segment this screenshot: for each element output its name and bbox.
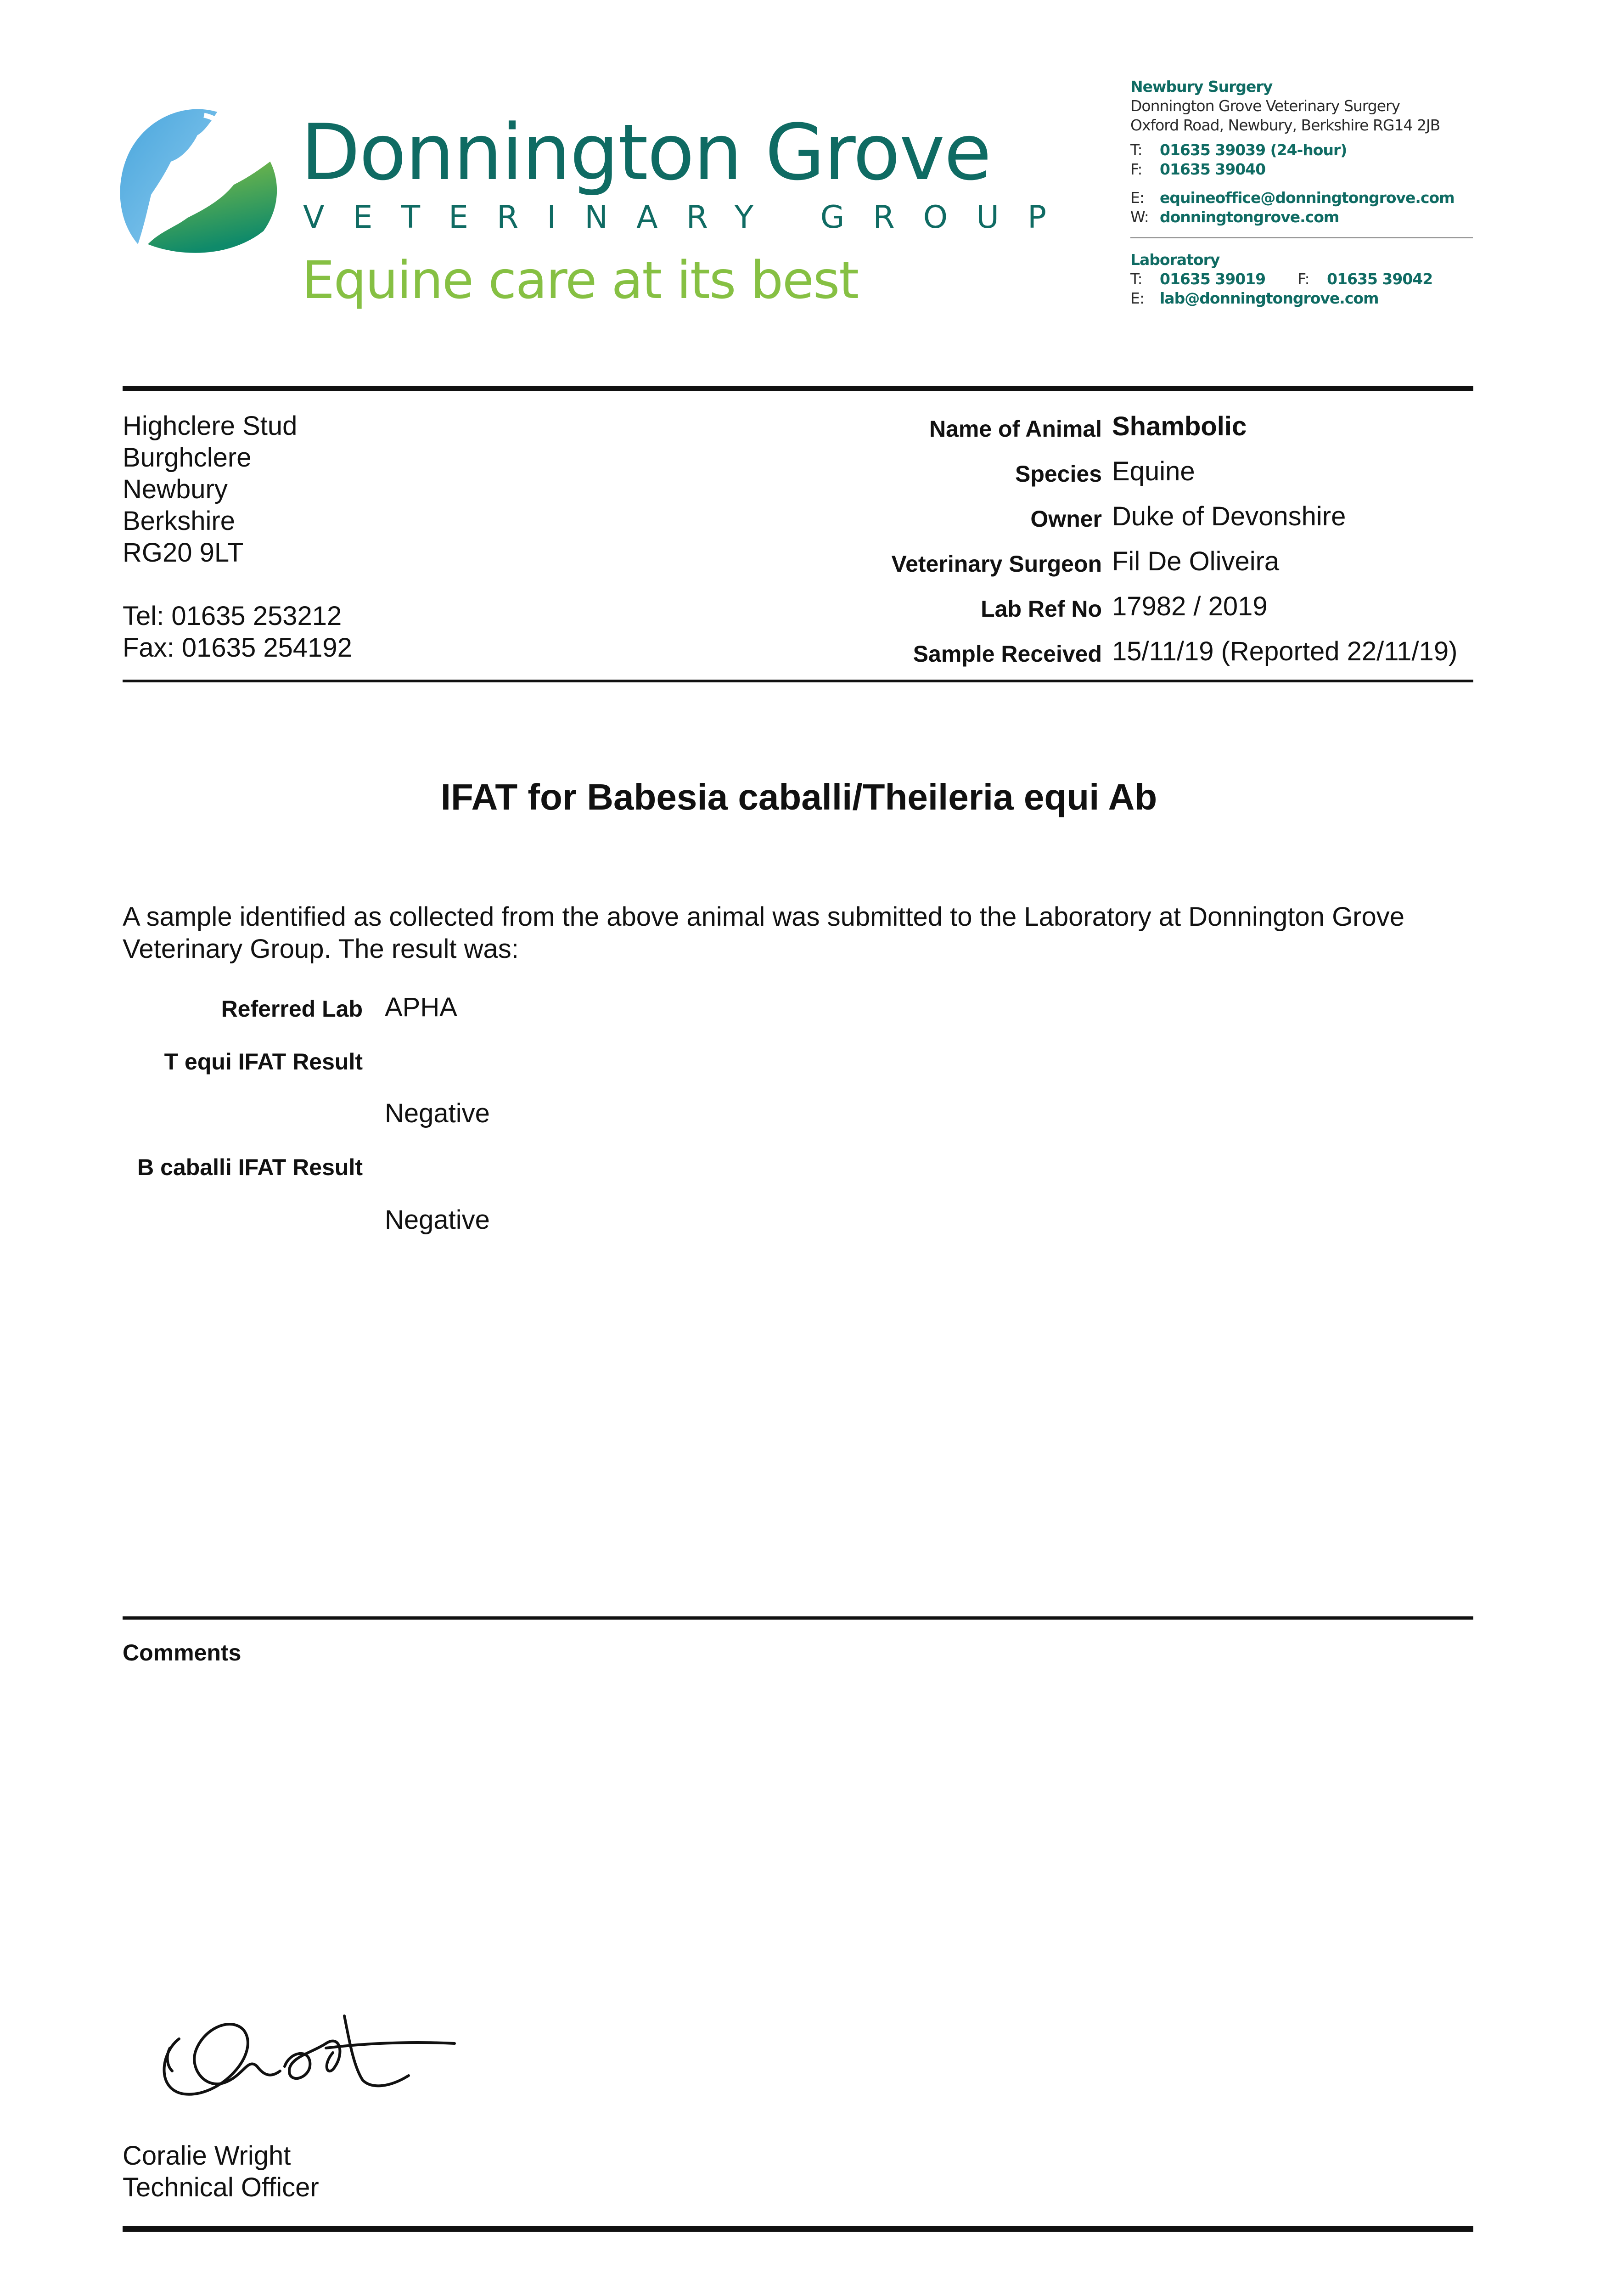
info-value: 17982 / 2019 (1112, 591, 1268, 621)
comments-rule (123, 1616, 1473, 1620)
contact-divider (1130, 237, 1473, 238)
surgery-tel-label: T: (1130, 141, 1142, 159)
surgery-email-label: E: (1130, 189, 1144, 207)
client-address (123, 410, 297, 568)
surgery-address-line2: Oxford Road, Newbury, Berkshire RG14 2JB (1130, 116, 1440, 134)
lab-email-label: E: (1130, 289, 1144, 307)
surgery-web-label: W: (1130, 208, 1149, 226)
address-line: Highclere Stud (123, 411, 298, 441)
referred-lab-value: APHA (385, 992, 457, 1022)
horse-head-logo-icon (115, 99, 280, 264)
laboratory-heading: Laboratory (1130, 251, 1220, 269)
surgery-heading: Newbury Surgery (1130, 78, 1273, 96)
t-equi-result-value: Negative (385, 1098, 490, 1128)
info-row-animal-name (597, 411, 1515, 456)
lab-fax-label: F: (1297, 270, 1309, 288)
header-rule (123, 386, 1473, 391)
comments-label: Comments (123, 1640, 241, 1666)
footer-rule (123, 2226, 1473, 2232)
surgery-email: equineoffice@donningtongrove.com (1160, 189, 1455, 207)
b-caballi-result-label: B caballi IFAT Result (137, 1154, 363, 1180)
referred-lab-label: Referred Lab (221, 996, 363, 1022)
info-label: Lab Ref No (981, 596, 1102, 622)
surgery-fax: 01635 39040 (1160, 160, 1266, 178)
surgery-address-line1: Donnington Grove Veterinary Surgery (1130, 97, 1400, 115)
brand-name: Donnington Grove (301, 107, 991, 197)
info-row-owner (597, 501, 1515, 546)
b-caballi-result-value: Negative (385, 1205, 490, 1235)
address-line: Newbury (123, 474, 228, 504)
info-value: 15/11/19 (Reported 22/11/19) (1112, 636, 1458, 666)
address-line: RG20 9LT (123, 538, 244, 568)
address-line: Berkshire (123, 506, 235, 536)
lab-fax: 01635 39042 (1327, 270, 1433, 288)
surgery-tel: 01635 39039 (24-hour) (1160, 141, 1347, 159)
signer-name: Coralie Wright (123, 2141, 291, 2171)
info-row-vet-surgeon (597, 546, 1515, 591)
brand-tagline: Equine care at its best (302, 251, 859, 310)
info-label: Sample Received (913, 641, 1102, 667)
info-value: Duke of Devonshire (1112, 501, 1346, 531)
info-row-lab-ref (597, 591, 1515, 636)
t-equi-result-label: T equi IFAT Result (164, 1049, 363, 1075)
info-label: Veterinary Surgeon (891, 551, 1102, 577)
surgery-website: donningtongrove.com (1160, 208, 1339, 226)
info-label: Name of Animal (929, 416, 1102, 442)
handwritten-signature (152, 1998, 464, 2117)
info-value: Equine (1112, 456, 1195, 486)
client-fax: Fax: 01635 254192 (123, 633, 352, 663)
info-value: Fil De Oliveira (1112, 546, 1280, 576)
info-row-species (597, 456, 1515, 501)
report-intro: A sample identified as collected from the above animal was submitted to the Laboratory at Donnington Grove Veterinary Group. The result was: (123, 902, 1405, 964)
signer-block (123, 2140, 319, 2203)
info-label: Owner (1030, 506, 1102, 532)
report-title: IFAT for Babesia caballi/Theileria equi Ab (440, 777, 1157, 817)
info-row-sample-received (597, 636, 1515, 681)
info-label: Species (1015, 461, 1102, 487)
info-value: Shambolic (1112, 411, 1247, 441)
surgery-fax-label: F: (1130, 160, 1142, 178)
surgery-contact-block (1130, 77, 1455, 227)
client-tel: Tel: 01635 253212 (123, 601, 342, 631)
laboratory-contact-block (1130, 250, 1432, 308)
signer-role: Technical Officer (123, 2172, 319, 2202)
address-line: Burghclere (123, 443, 252, 473)
lab-tel: 01635 39019 (1160, 270, 1266, 288)
lab-tel-label: T: (1130, 270, 1142, 288)
brand-subtitle: VETERINARY GROUP (303, 199, 1075, 236)
info-rule (123, 680, 1473, 682)
client-phone-block (123, 600, 352, 664)
lab-email: lab@donningtongrove.com (1160, 289, 1379, 307)
